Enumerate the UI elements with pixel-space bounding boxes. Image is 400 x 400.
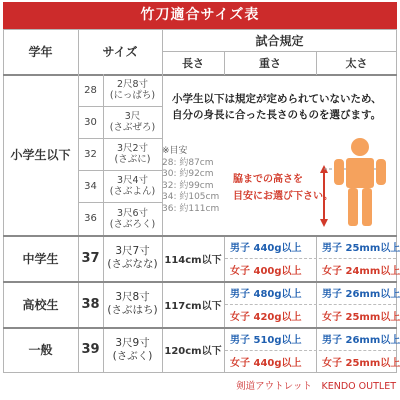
weight-female: 女子 440g以上 <box>230 357 302 369</box>
header-weight: 重さ <box>259 56 281 70</box>
guide-line: 34: 約105cm <box>162 192 220 202</box>
person-arm <box>376 159 386 185</box>
person-head <box>351 138 369 156</box>
person-leg <box>348 188 358 226</box>
size-label <box>103 74 162 106</box>
size-label <box>103 170 162 202</box>
header-length: 長さ <box>182 56 204 70</box>
arrow-tail-icon <box>320 219 328 227</box>
size-shaku: 3尺6寸 <box>116 207 149 219</box>
callout-line: 目安にお選び下さい。 <box>233 191 333 202</box>
size-reading: (さぶに) <box>114 154 151 165</box>
size-shaku: 3尺 <box>124 111 141 122</box>
thickness-female: 女子 25mm以上 <box>322 357 400 369</box>
weight-male: 男子 440g以上 <box>230 243 302 254</box>
person-arm <box>334 159 344 185</box>
size-label <box>103 138 162 170</box>
size-reading: (さぶく) <box>112 349 153 362</box>
length-limit: 120cm以下 <box>164 346 222 357</box>
size-number: 32 <box>84 148 97 160</box>
size-number: 38 <box>81 296 100 312</box>
header-thickness: 太さ <box>345 56 368 70</box>
guide-line: 28: 約87cm <box>162 157 214 168</box>
grade-general: 一般 <box>28 343 53 357</box>
guide-line: 32: 約99cm <box>162 180 214 191</box>
size-reading: (さぶはち) <box>107 304 158 316</box>
size-shaku: 3尺8寸 <box>115 291 150 303</box>
thickness-male: 男子 25mm以上 <box>322 243 400 254</box>
person-body <box>346 158 374 188</box>
size-shaku: 2尺8寸 <box>116 79 149 90</box>
size-label <box>103 106 162 138</box>
note-line: 自分の身長に合った長さのものを選びます。 <box>172 109 382 121</box>
height-callout <box>233 171 333 205</box>
thickness-female: 女子 25mm以上 <box>322 312 400 323</box>
thickness-male: 男子 26mm以上 <box>322 289 400 300</box>
size-shaku: 3尺7寸 <box>115 245 150 257</box>
weight-female: 女子 420g以上 <box>230 312 302 323</box>
size-number: 30 <box>84 116 97 128</box>
thickness-female: 女子 24mm以上 <box>322 266 400 277</box>
thickness-male: 男子 26mm以上 <box>322 335 400 346</box>
person-leg <box>362 188 372 226</box>
size-label <box>103 235 162 281</box>
table-border-bottom <box>3 372 397 373</box>
header-rules: 試合規定 <box>255 33 304 48</box>
header-grade: 学年 <box>28 45 53 59</box>
size-number: 34 <box>84 180 97 192</box>
size-number: 28 <box>84 84 97 96</box>
size-reading: (さぶよん) <box>109 186 156 197</box>
size-reading: (さぶぜろ) <box>109 122 156 133</box>
length-limit: 117cm以下 <box>164 300 222 312</box>
size-reading: (さぶろく) <box>109 218 156 230</box>
header-size: サイズ <box>102 45 138 59</box>
size-shaku: 3尺4寸 <box>116 175 149 186</box>
length-guide <box>162 146 219 215</box>
size-reading: (にっぱち) <box>109 90 156 101</box>
size-label <box>103 202 162 235</box>
grade-elementary: 小学生以下 <box>10 148 71 162</box>
grade-junior-high: 中学生 <box>22 251 59 266</box>
size-number: 36 <box>84 213 97 224</box>
size-shaku: 3尺2寸 <box>116 143 149 154</box>
note-line: 小学生以下は規定が定められていないため、 <box>172 93 382 105</box>
store-footer: 剣道アウトレット KENDO OUTLET <box>236 381 396 392</box>
person-height-icon <box>320 137 390 227</box>
grade-high-school: 高校生 <box>22 297 59 312</box>
guide-line: 30: 約92cm <box>162 169 214 179</box>
size-number: 39 <box>81 342 100 357</box>
elementary-note <box>172 91 390 123</box>
weight-female: 女子 400g以上 <box>230 266 302 277</box>
size-label <box>103 327 162 372</box>
size-label <box>103 281 162 327</box>
callout-line: 脇までの高さを <box>233 174 303 185</box>
size-reading: (さぶなな) <box>107 258 158 270</box>
size-number: 37 <box>81 250 100 266</box>
guide-line: 36: 約111cm <box>162 203 220 214</box>
size-shaku: 3尺9寸 <box>115 336 150 349</box>
guide-heading: ※目安 <box>162 146 188 156</box>
weight-male: 男子 480g以上 <box>230 289 302 300</box>
length-limit: 114cm以下 <box>164 254 222 266</box>
weight-male: 男子 510g以上 <box>230 335 302 346</box>
table-title-banner: 竹刀適合サイズ表 <box>3 2 397 29</box>
